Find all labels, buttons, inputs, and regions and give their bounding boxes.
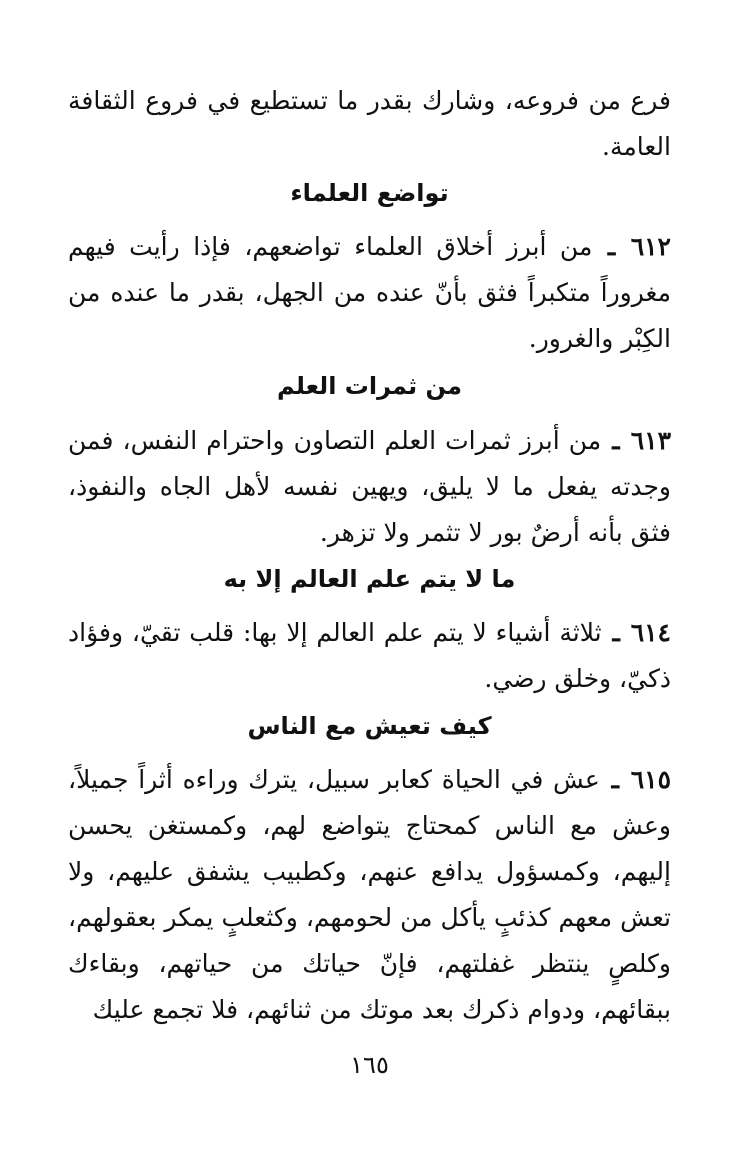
paragraph-dash: ـ bbox=[607, 232, 616, 261]
paragraph-number: ٦١٤ bbox=[630, 618, 671, 647]
section-heading-613: من ثمرات العلم bbox=[277, 372, 462, 400]
paragraph-text: من أبرز ثمرات العلم التصاون واحترام النفس، فمن وجدته يفعل ما لا يليق، ويهين نفسه لأهل الجاه والنفوذ، فثق بأنه أرضٌ بور لا تثمر ولا تزهر. bbox=[68, 426, 671, 547]
paragraph-number: ٦١٥ bbox=[630, 765, 672, 794]
paragraph-text: من أبرز أخلاق العلماء تواضعهم، فإذا رأيت فيهم مغروراً متكبراً فثق بأنّ عنده من الجهل، بقدر ما عنده من الكِبْر والغرور. bbox=[68, 232, 671, 353]
section-heading-612: تواضع العلماء bbox=[290, 179, 449, 207]
paragraph-dash: ـ bbox=[612, 426, 620, 455]
paragraph-number: ٦١٢ bbox=[630, 232, 671, 261]
paragraph-number: ٦١٣ bbox=[630, 426, 672, 455]
paragraph-dash: ـ bbox=[611, 765, 619, 794]
paragraph-612 bbox=[68, 224, 671, 362]
paragraph-dash: ـ bbox=[612, 618, 620, 647]
paragraph-615 bbox=[68, 757, 671, 1033]
paragraph-614 bbox=[68, 610, 671, 702]
paragraph-text: ثلاثة أشياء لا يتم علم العالم إلا بها: قلب تقيّ، وفؤاد ذكيّ، وخلق رضي. bbox=[68, 618, 671, 693]
paragraph-613 bbox=[68, 418, 671, 556]
page-number: ١٦٥ bbox=[350, 1051, 389, 1079]
paragraph-text: عش في الحياة كعابر سبيل، يترك وراءه أثراً جميلاً، وعش مع الناس كمحتاج يتواضع لهم، وكمستغن يحسن إليهم، وكمسؤول يدافع عنهم، وكطبيب يشفق عليهم، ولا تعش معهم كذئبٍ يأكل من لحومهم، وكثعلبٍ يمكر بعقولهم، وكلصٍ ينتظر غفلتهم، فإنّ حياتك من حياتهم، وبقاءك ببقائهم، ودوام ذكرك بعد موتك من ثنائهم، فلا تجمع عليك bbox=[68, 765, 671, 1024]
intro-paragraph: فرع من فروعه، وشارك بقدر ما تستطيع في فروع الثقافة العامة. bbox=[68, 86, 671, 161]
section-heading-614: ما لا يتم علم العالم إلا به bbox=[223, 565, 516, 593]
section-heading-615: كيف تعيش مع الناس bbox=[247, 712, 492, 740]
